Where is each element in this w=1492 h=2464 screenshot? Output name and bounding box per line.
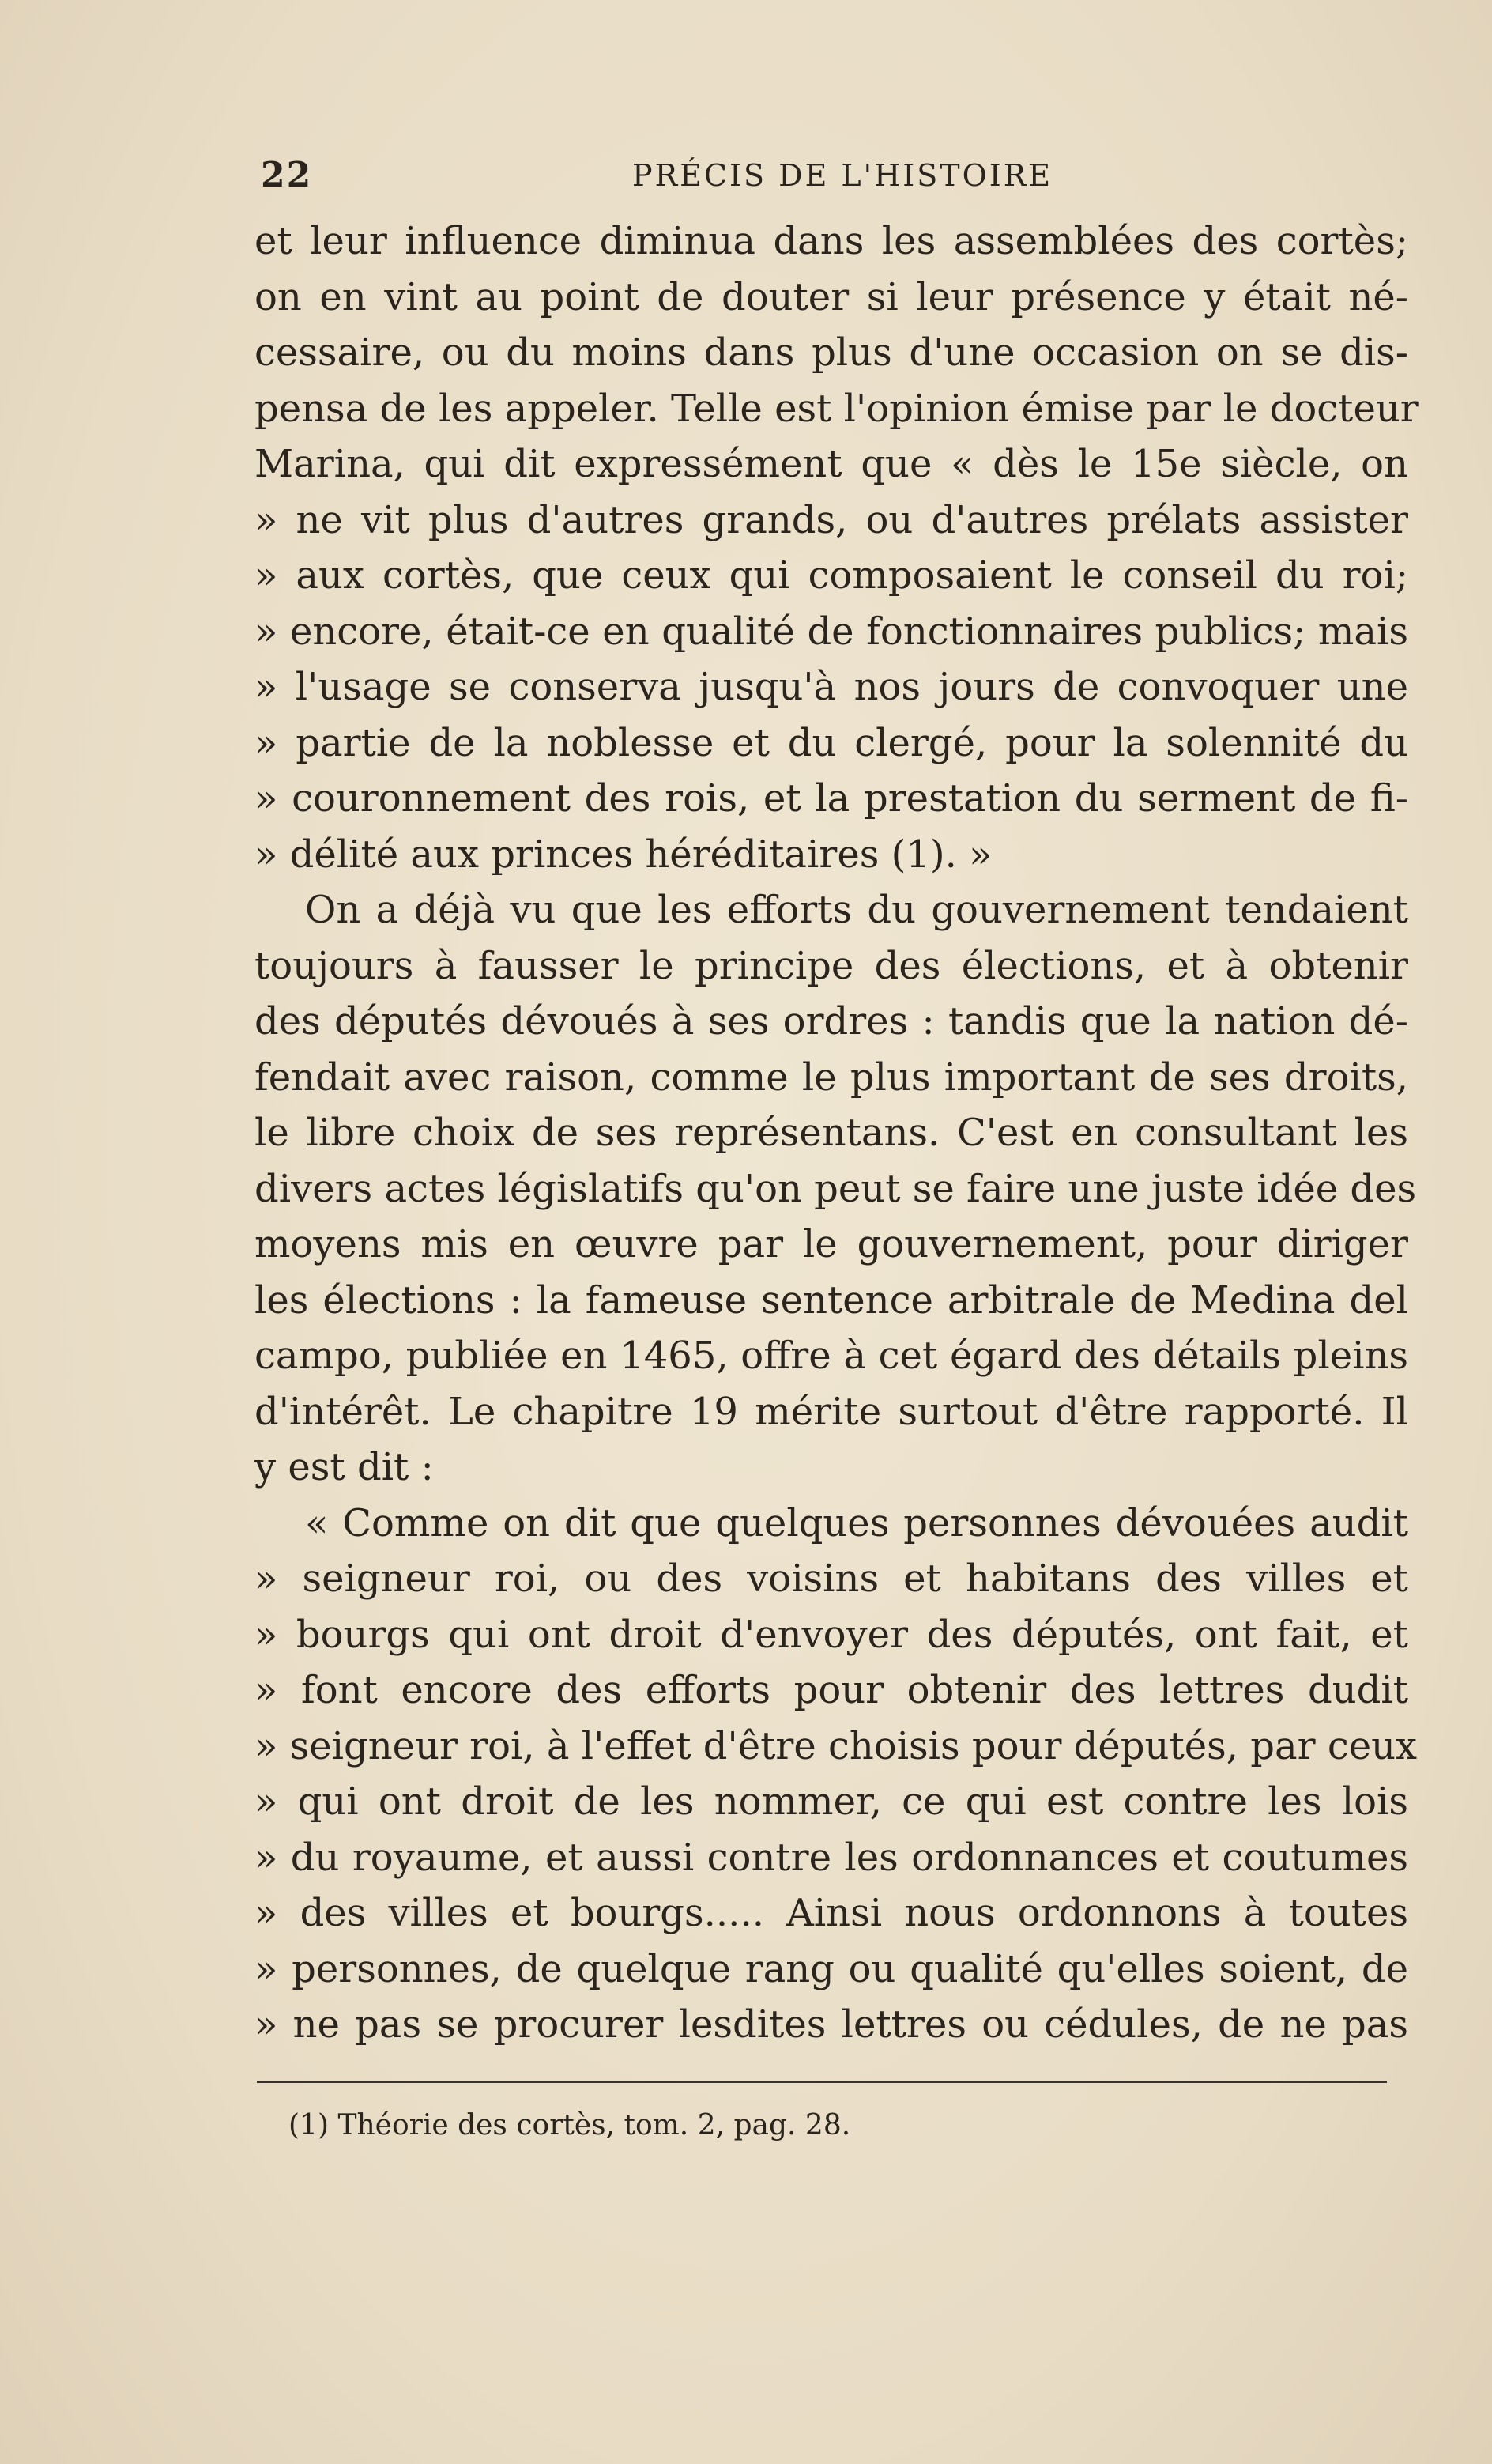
text-line: » couronnement des rois, et la prestation du serment de fi- bbox=[254, 776, 1408, 821]
text-line: toujours à fausser le principe des élections, et à obtenir bbox=[254, 943, 1408, 988]
text-line: » personnes, de quelque rang ou qualité qu'elles soient, de bbox=[254, 1946, 1408, 1991]
text-line: » encore, était-ce en qualité de fonctionnaires publics; mais bbox=[254, 609, 1408, 654]
text-line: » du royaume, et aussi contre les ordonnances et coutumes bbox=[254, 1835, 1408, 1880]
text-line: » ne vit plus d'autres grands, ou d'autres prélats assister bbox=[254, 497, 1408, 542]
text-line: » des villes et bourgs..... Ainsi nous ordonnons à toutes bbox=[254, 1891, 1408, 1935]
text-line: » qui ont droit de les nommer, ce qui est contre les lois bbox=[254, 1779, 1408, 1824]
page-number: 22 bbox=[261, 155, 313, 195]
text-line: divers actes législatifs qu'on peut se faire une juste idée des bbox=[254, 1166, 1417, 1211]
text-line: le libre choix de ses représentans. C'est en consultant les bbox=[254, 1111, 1408, 1155]
text-line: d'intérêt. Le chapitre 19 mérite surtout d'être rapporté. Il bbox=[254, 1389, 1408, 1434]
text-line: cessaire, ou du moins dans plus d'une occasion on se dis- bbox=[254, 330, 1408, 375]
text-line: » ne pas se procurer lesdites lettres ou cédules, de ne pas bbox=[254, 2002, 1408, 2047]
paragraph-start: On a déjà vu que les efforts du gouvernement tendaient bbox=[305, 888, 1408, 932]
text-line: Marina, qui dit expressément que « dès le 15e siècle, on bbox=[254, 442, 1408, 486]
body-text bbox=[254, 213, 1419, 2053]
text-line: moyens mis en œuvre par le gouvernement, pour diriger bbox=[254, 1222, 1408, 1266]
running-title: PRÉCIS DE L'HISTOIRE bbox=[632, 158, 1053, 193]
text-line: » seigneur roi, ou des voisins et habitans des villes et bbox=[254, 1557, 1408, 1601]
text-line: des députés dévoués à ses ordres : tandis que la nation dé- bbox=[254, 999, 1408, 1043]
text-line: et leur influence diminua dans les assemblées des cortès; bbox=[254, 219, 1408, 263]
text-line: y est dit : bbox=[254, 1445, 434, 1489]
text-line: » délité aux princes héréditaires (1). » bbox=[254, 832, 993, 877]
text-line: » font encore des efforts pour obtenir des lettres dudit bbox=[254, 1668, 1408, 1712]
footnote-rule bbox=[257, 2081, 1387, 2083]
quotation-start: « Comme on dit que quelques personnes dévouées audit bbox=[305, 1500, 1408, 1545]
text-line: on en vint au point de douter si leur présence y était né- bbox=[254, 274, 1408, 319]
text-line: » l'usage se conserva jusqu'à nos jours de convoquer une bbox=[254, 665, 1408, 709]
text-line: » aux cortès, que ceux qui composaient le conseil du roi; bbox=[254, 553, 1408, 598]
text-line: » seigneur roi, à l'effet d'être choisis pour députés, par ceux bbox=[254, 1723, 1418, 1768]
text-line: » partie de la noblesse et du clergé, pour la solennité du bbox=[254, 720, 1408, 765]
text-line: campo, publiée en 1465, offre à cet égard des détails pleins bbox=[254, 1334, 1408, 1378]
page-header bbox=[261, 155, 1399, 202]
text-line: fendait avec raison, comme le plus important de ses droits, bbox=[254, 1055, 1408, 1100]
footnote: (1) Théorie des cortès, tom. 2, pag. 28. bbox=[288, 2109, 851, 2141]
text-line: pensa de les appeler. Telle est l'opinion émise par le docteur bbox=[254, 386, 1419, 431]
text-line: » bourgs qui ont droit d'envoyer des députés, ont fait, et bbox=[254, 1612, 1408, 1657]
text-line: les élections : la fameuse sentence arbitrale de Medina del bbox=[254, 1277, 1408, 1323]
